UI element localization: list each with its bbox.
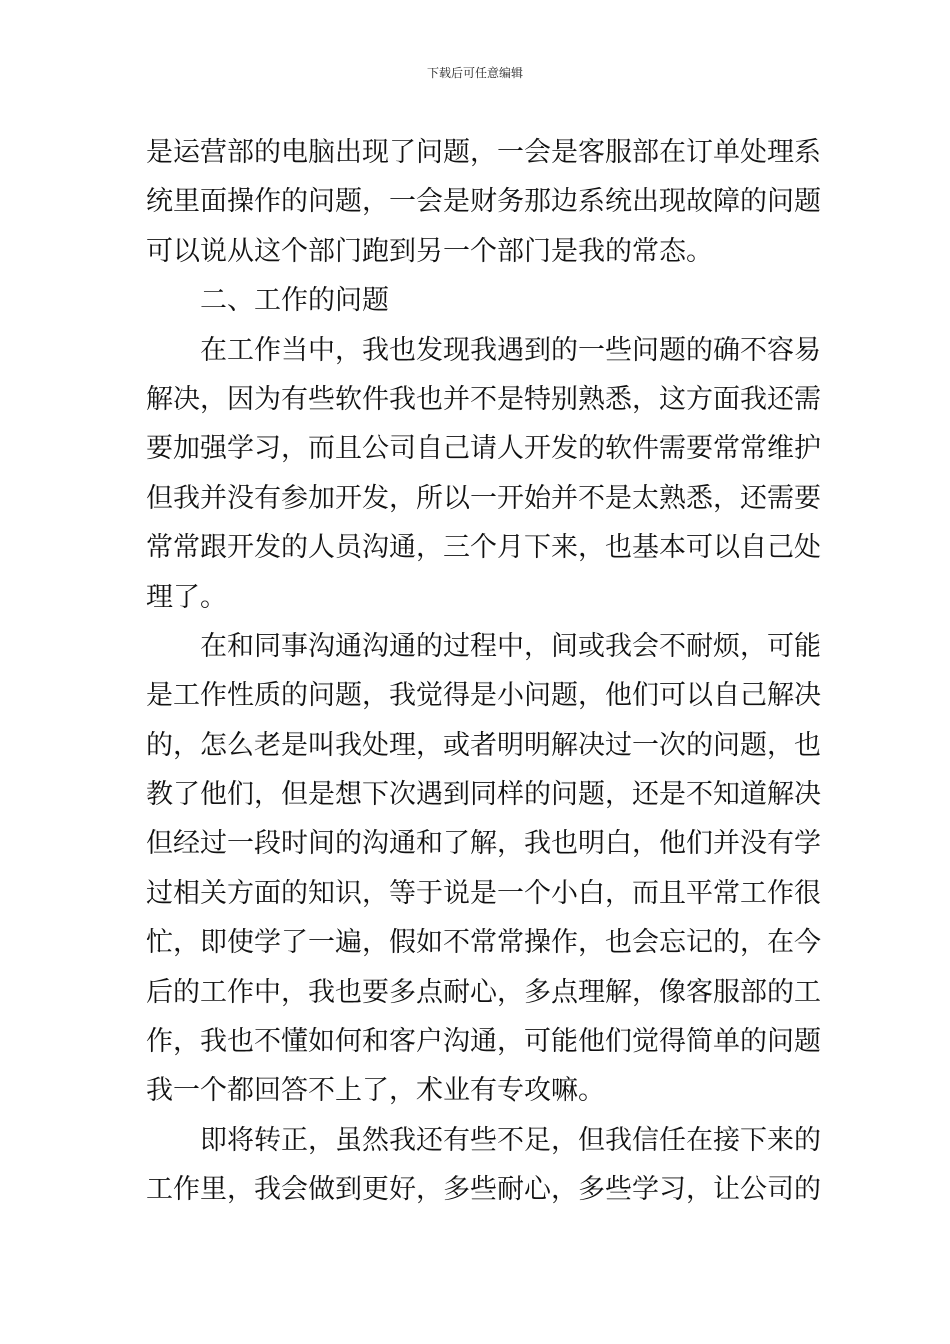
text-line: 作，我也不懂如何和客户沟通，可能他们觉得简单的问题 xyxy=(146,1026,821,1058)
text-line: 工作里，我会做到更好，多些耐心，多些学习，让公司的 xyxy=(146,1174,821,1206)
text-line: 二、工作的问题 xyxy=(200,285,389,317)
text-line: 但我并没有参加开发，所以一开始并不是太熟悉，还需要 xyxy=(146,482,821,514)
text-line: 理了。 xyxy=(146,581,227,613)
text-line: 忙，即使学了一遍，假如不常常操作，也会忘记的，在今 xyxy=(146,927,821,959)
text-line: 解决，因为有些软件我也并不是特别熟悉，这方面我还需 xyxy=(146,383,821,415)
text-line: 的，怎么老是叫我处理，或者明明解决过一次的问题，也 xyxy=(146,729,821,761)
text-line: 常常跟开发的人员沟通，三个月下来，也基本可以自己处 xyxy=(146,532,821,564)
text-line: 在工作当中，我也发现我遇到的一些问题的确不容易 xyxy=(200,334,821,366)
text-line: 但经过一段时间的沟通和了解，我也明白，他们并没有学 xyxy=(146,828,821,860)
text-line: 即将转正，虽然我还有些不足，但我信任在接下来的 xyxy=(200,1124,821,1156)
text-line: 后的工作中，我也要多点耐心，多点理解，像客服部的工 xyxy=(146,976,821,1008)
text-line: 过相关方面的知识，等于说是一个小白，而且平常工作很 xyxy=(146,877,821,909)
document-body xyxy=(146,128,821,1215)
text-line: 要加强学习，而且公司自己请人开发的软件需要常常维护 xyxy=(146,433,821,465)
page-header: 下载后可任意编辑 xyxy=(426,66,523,80)
text-line: 是工作性质的问题，我觉得是小问题，他们可以自己解决 xyxy=(146,680,821,712)
text-line: 可以说从这个部门跑到另一个部门是我的常态。 xyxy=(146,235,713,267)
text-line: 我一个都回答不上了，术业有专攻嘛。 xyxy=(146,1075,605,1107)
text-line: 统里面操作的问题，一会是财务那边系统出现故障的问题 xyxy=(146,186,821,218)
text-line: 教了他们，但是想下次遇到同样的问题，还是不知道解决 xyxy=(146,779,821,811)
text-line: 是运营部的电脑出现了问题，一会是客服部在订单处理系 xyxy=(146,137,821,168)
text-line: 在和同事沟通沟通的过程中，间或我会不耐烦，可能 xyxy=(200,630,821,662)
